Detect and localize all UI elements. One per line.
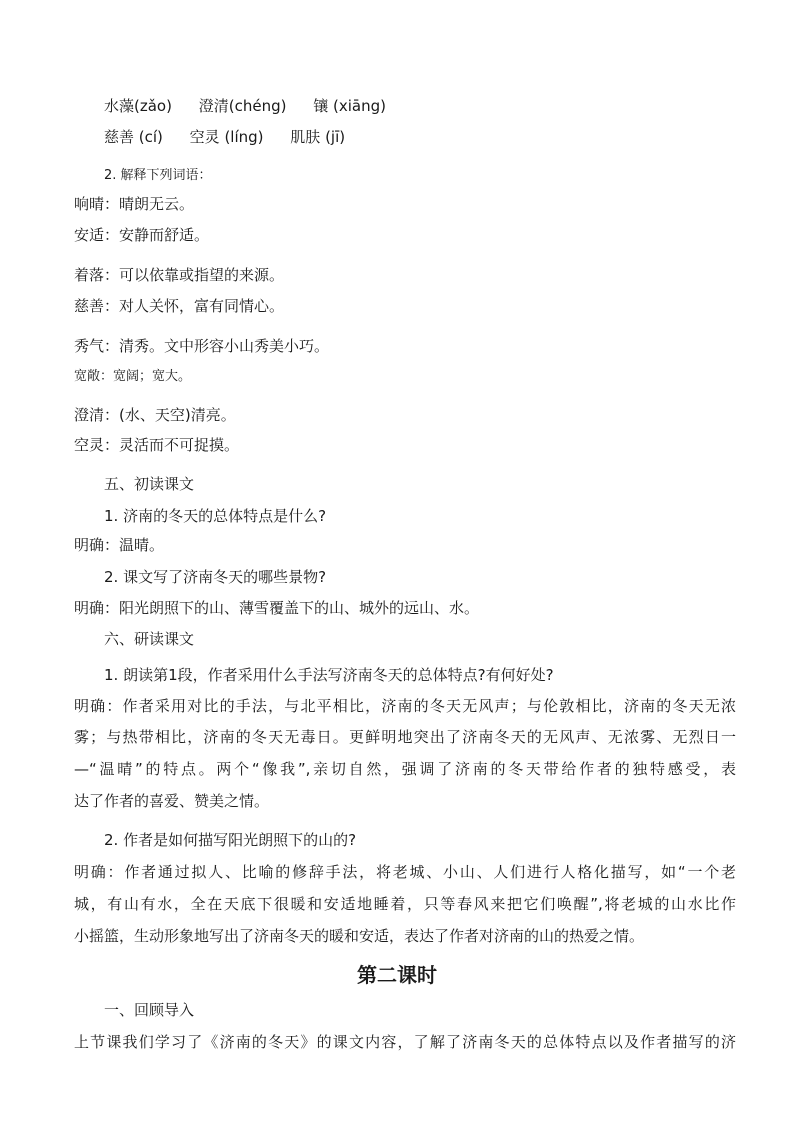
vocab-item: 响晴：晴朗无云。 <box>74 195 195 213</box>
answer-line: 小摇篮，生动形象地写出了济南冬天的暖和安适，表达了作者对济南的山的热爱之情。 <box>74 927 645 945</box>
pinyin-word: 镶 (xiāng) <box>313 97 386 115</box>
pinyin-row-1 <box>104 96 408 116</box>
vocab-item: 澄清：(水、天空)清亮。 <box>74 406 236 424</box>
question: 2. 课文写了济南冬天的哪些景物? <box>104 568 327 586</box>
section-heading: 一、回顾导入 <box>104 1001 195 1019</box>
section-heading: 五、初读课文 <box>104 475 195 493</box>
answer-line: 雾；与热带相比，济南的冬天无毒日。更鲜明地突出了济南冬天的无风声、无浓雾、无烈日一 <box>74 728 736 746</box>
lesson-title: 第二课时 <box>357 963 437 987</box>
question: 1. 朗读第1段，作者采用什么手法写济南冬天的总体特点?有何好处? <box>104 666 554 684</box>
question: 2. 作者是如何描写阳光朗照下的山的? <box>104 831 357 849</box>
pinyin-word: 空灵 (líng) <box>189 128 264 146</box>
vocab-item: 安适：安静而舒适。 <box>74 226 210 244</box>
answer: 明确：温晴。 <box>74 536 165 554</box>
section-heading: 六、研读课文 <box>104 630 195 648</box>
pinyin-row-2 <box>104 127 367 147</box>
vocab-item: 着落：可以依靠或指望的来源。 <box>74 266 285 284</box>
answer-line: —“温晴”的特点。两个“像我”,亲切自然，强调了济南的冬天带给作者的独特感受，表 <box>74 760 736 778</box>
answer-line: 达了作者的喜爱、赞美之情。 <box>74 792 270 810</box>
vocab-item: 空灵：灵活而不可捉摸。 <box>74 436 240 454</box>
answer-line: 明确：作者通过拟人、比喻的修辞手法，将老城、小山、人们进行人格化描写，如“一个老 <box>74 863 736 881</box>
paragraph-line: 上节课我们学习了《济南的冬天》的课文内容，了解了济南冬天的总体特点以及作者描写的济 <box>74 1033 736 1051</box>
answer: 明确：阳光朗照下的山、薄雪覆盖下的山、城外的远山、水。 <box>74 599 480 617</box>
pinyin-word: 慈善 (cí) <box>104 128 163 146</box>
vocab-item: 宽敞：宽阔；宽大。 <box>74 369 192 384</box>
answer-line: 明确：作者采用对比的手法，与北平相比，济南的冬天无风声；与伦敦相比，济南的冬天无浓 <box>74 697 736 715</box>
vocab-item: 秀气：清秀。文中形容小山秀美小巧。 <box>74 337 330 355</box>
vocab-item: 慈善：对人关怀，富有同情心。 <box>74 297 285 315</box>
vocab-heading: 2. 解释下列词语： <box>104 168 212 183</box>
pinyin-word: 肌肤 (jī) <box>290 128 346 146</box>
pinyin-word: 水藻(zǎo) <box>104 97 172 115</box>
answer-line: 城，有山有水，全在天底下很暖和安适地睡着，只等春风来把它们唤醒”,将老城的山水比作 <box>74 895 736 913</box>
question: 1. 济南的冬天的总体特点是什么? <box>104 507 327 525</box>
pinyin-word: 澄清(chéng) <box>198 97 287 115</box>
